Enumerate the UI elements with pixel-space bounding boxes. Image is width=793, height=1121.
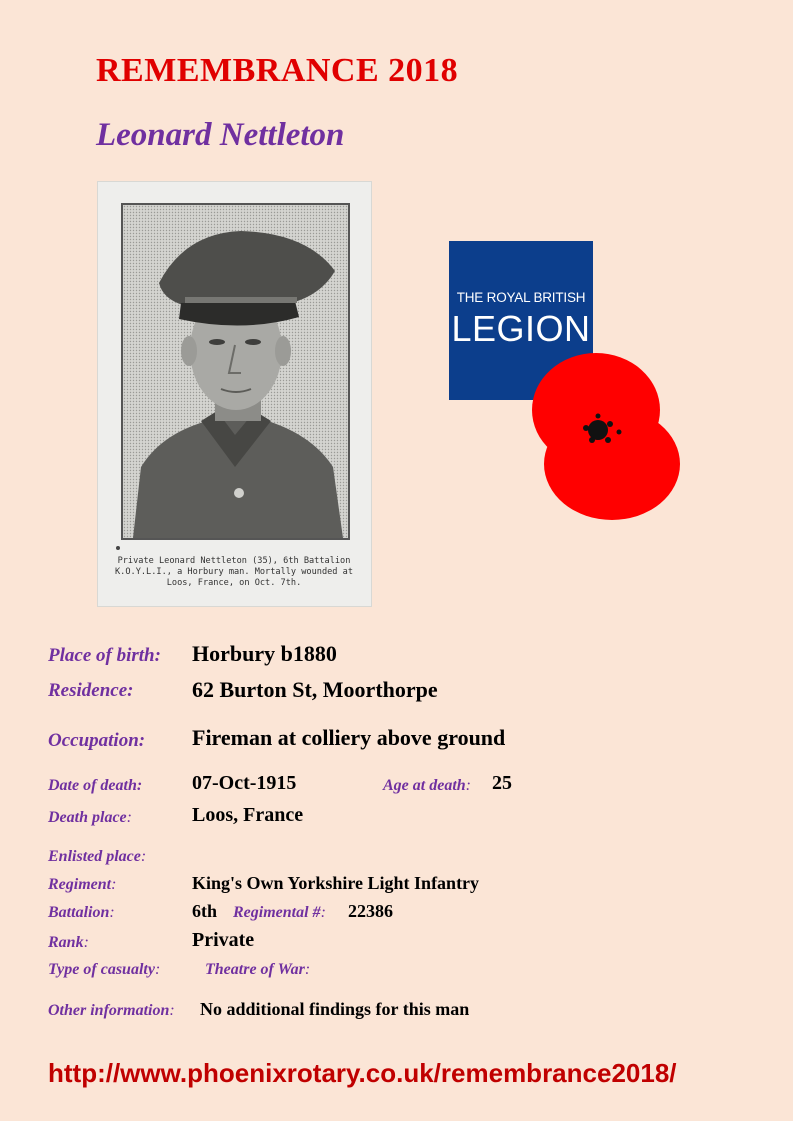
soldier-name: Leonard Nettleton (96, 117, 345, 153)
label-place-of-birth: Place of birth: (48, 645, 161, 666)
label-residence: Residence: (48, 680, 134, 701)
website-link[interactable]: http://www.phoenixrotary.co.uk/remembrance2018/ (48, 1058, 677, 1088)
value-battalion: 6th (192, 901, 218, 921)
label-age-at-death: Age at death: (383, 777, 471, 794)
value-death-place: Loos, France (192, 804, 304, 826)
value-rank: Private (192, 929, 255, 951)
label-regiment: Regiment: (48, 876, 117, 893)
label-death-place: Death place: (48, 809, 132, 826)
caption-bullet (116, 546, 120, 550)
label-other-information: Other information: (48, 1002, 175, 1019)
value-place-of-birth: Horbury b1880 (192, 641, 337, 666)
value-date-of-death: 07-Oct-1915 (192, 772, 297, 794)
page-title: REMEMBRANCE 2018 (96, 52, 459, 89)
value-residence: 62 Burton St, Moorthorpe (192, 677, 438, 702)
value-age-at-death: 25 (492, 772, 512, 794)
value-other-information: No additional findings for this man (200, 999, 470, 1019)
logo-text-line2: LEGION (451, 308, 591, 349)
value-regiment: King's Own Yorkshire Light Infantry (192, 873, 480, 893)
logo-text-line1: THE ROYAL BRITISH (456, 290, 586, 305)
value-occupation: Fireman at colliery above ground (192, 725, 506, 750)
label-enlisted-place: Enlisted place: (48, 848, 147, 865)
label-regimental-number: Regimental #: (233, 904, 326, 921)
poppy-icon (528, 352, 684, 524)
label-battalion: Battalion: (48, 904, 115, 921)
label-theatre-of-war: Theatre of War: (205, 961, 311, 978)
label-rank: Rank: (48, 934, 89, 951)
soldier-portrait-drawing (123, 205, 348, 538)
label-date-of-death: Date of death: (48, 777, 143, 794)
label-type-of-casualty: Type of casualty: (48, 961, 161, 978)
photo-caption: Private Leonard Nettleton (35), 6th Battalion K.O.Y.L.I., a Horbury man. Mortally wounded at Loos, France, on Oct. 7th. (115, 556, 353, 588)
label-occupation: Occupation: (48, 730, 146, 751)
value-regimental-number: 22386 (348, 901, 393, 921)
soldier-portrait (121, 203, 350, 540)
